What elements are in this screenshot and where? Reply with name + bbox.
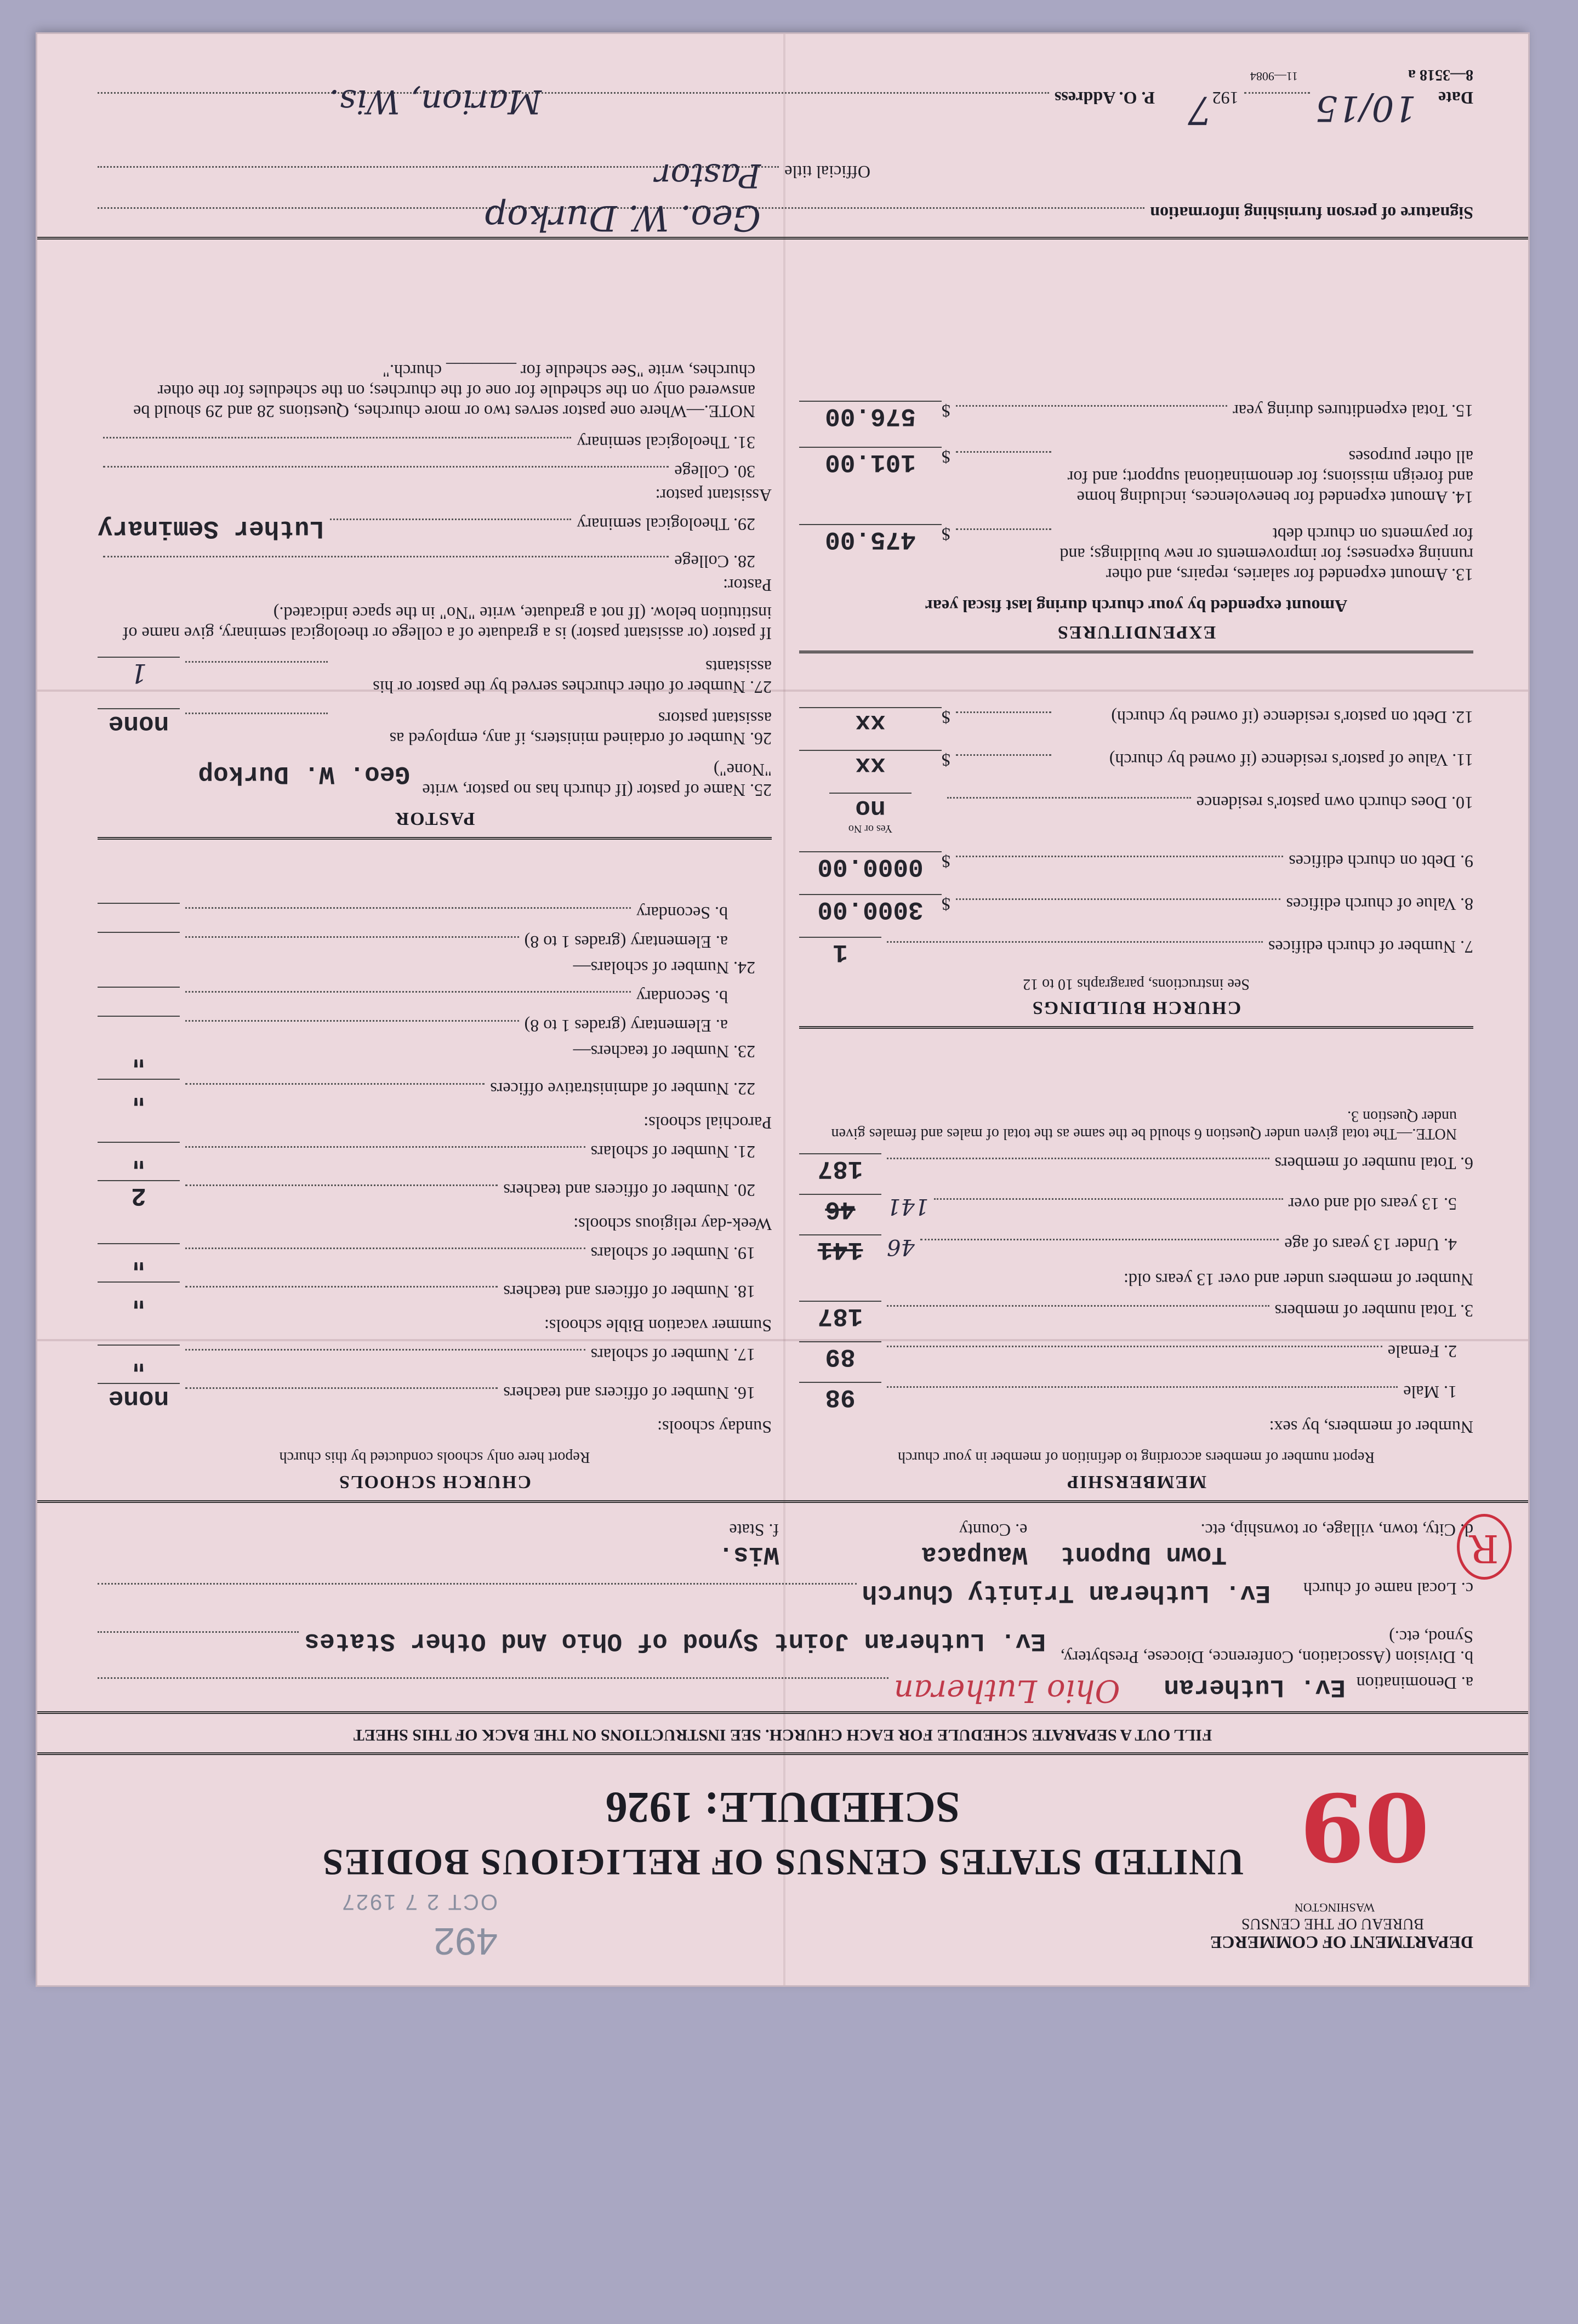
assistant-college-row — [98, 462, 772, 482]
q23b-row — [98, 987, 772, 1007]
total-members-label: 3. Total number of members — [1274, 1301, 1473, 1321]
denomination-value: Ev. Lutheran — [1164, 1673, 1346, 1701]
owns-residence-row — [799, 793, 1473, 835]
assistant-count-row — [98, 708, 772, 749]
vacation-schools-label: Summer vacation Bible schools: — [544, 1316, 772, 1336]
q23a-row — [98, 1016, 772, 1036]
over-13-row — [799, 1194, 1473, 1223]
local-name-row — [92, 1579, 1473, 1607]
edifice-debt-label: 9. Debt on church edifices — [1289, 852, 1473, 872]
pastor-rule — [98, 837, 772, 840]
division-row — [92, 1627, 1473, 1667]
town-value: Town Dupont — [1060, 1540, 1227, 1569]
instructions-line: FILL OUT A SEPARATE SCHEDULE FOR EACH CHURCH. SEE INSTRUCTIONS ON THE BACK OF THIS SHEET — [353, 1726, 1212, 1744]
pastor-name-row — [98, 760, 772, 800]
q16-row — [98, 1383, 772, 1412]
expenditures-intro: Amount expended by your church during last fiscal year — [925, 596, 1348, 616]
buildings-section — [799, 707, 1473, 1018]
male-row — [799, 1382, 1473, 1411]
q23-row — [98, 1041, 772, 1070]
other-churches-label: 27. Number of other churches served by the pastor or his assistants — [373, 657, 772, 697]
print-number: 11—9084 — [1250, 70, 1298, 83]
po-address-label: P. O. Address — [1054, 88, 1155, 108]
local-name-label: c. Local name of church — [1303, 1579, 1473, 1599]
q24-label: 24. Number of scholars— — [573, 958, 755, 978]
identity-rule — [37, 1500, 1528, 1503]
assistant-sublabel: Assistant pastor: — [655, 486, 772, 505]
assistant-college-label: 30. College — [674, 462, 755, 482]
q18-row — [98, 1281, 772, 1311]
q23a-label: a. Elementary (grades 1 to 8) — [524, 1016, 728, 1036]
male-value: 98 — [799, 1382, 881, 1411]
official-title-row — [92, 156, 870, 195]
pastor-heading: PASTOR — [394, 808, 475, 829]
under-13-row — [799, 1234, 1473, 1264]
edifice-debt-amount: 0000.00 — [799, 851, 942, 881]
seminary-row — [98, 514, 772, 543]
signature-value: Geo. W. Durkop — [485, 197, 761, 238]
under-13-label: 4. Under 13 years of age — [1284, 1235, 1457, 1255]
division-value: Ev. Lutheran Joint Synod of Ohio And Other States — [304, 1627, 1046, 1655]
q17-label: 17. Number of scholars — [590, 1345, 755, 1365]
denomination-row — [92, 1673, 1473, 1708]
membership-section — [799, 1107, 1473, 1492]
members-by-age-label: Number of members under and over 13 years old: — [1123, 1270, 1473, 1290]
assistant-count-label: 26. Number of ordained ministers, if any, employed as assistant pastors — [389, 709, 772, 749]
signature-rule — [37, 237, 1528, 240]
official-title-value: Pastor — [654, 156, 761, 195]
weekday-schools-label: Week-day religious schools: — [573, 1215, 772, 1234]
expenditures-heading: EXPENDITURES — [1056, 622, 1216, 642]
q24a-label: a. Elementary (grades 1 to 8) — [524, 932, 728, 952]
q21-row — [98, 1142, 772, 1171]
over-13-label: 5. 13 years old and over — [1288, 1194, 1457, 1214]
assistant-count-value: none — [98, 708, 180, 738]
q20-label: 20. Number of officers and teachers — [503, 1181, 755, 1200]
under-13-correction: 46 — [887, 1234, 915, 1260]
q16-value: none — [98, 1383, 180, 1412]
over-13-correction: 141 — [887, 1194, 929, 1219]
q24b-label: b. Secondary — [636, 903, 728, 923]
q18-label: 18. Number of officers and teachers — [503, 1282, 755, 1302]
running-expenses-amount: 475.00 — [799, 524, 942, 554]
residence-debt-label: 12. Debt on pastor's residence (if owned by church) — [1111, 708, 1473, 727]
pastor-sublabel: Pastor: — [723, 576, 772, 595]
q16-label: 16. Number of officers and teachers — [503, 1383, 755, 1403]
q21-value: " — [98, 1142, 180, 1171]
expenditures-rule — [799, 651, 1473, 653]
schedule-year: SCHEDULE: 1926 — [605, 1783, 960, 1831]
q24b-row — [98, 903, 772, 923]
membership-heading: MEMBERSHIP — [1066, 1472, 1207, 1492]
benevolences-amount: 101.00 — [799, 447, 942, 476]
residence-debt-amount: xx — [799, 707, 942, 737]
running-expenses-label: 13. Amount expended for salaries, repairs, and other running expenses; for improvements or new buildings; and for payments on church debt — [1059, 525, 1473, 585]
buildings-heading: CHURCH BUILDINGS — [1031, 998, 1241, 1018]
over-13-value: 46 — [799, 1194, 881, 1223]
total-expenditures-label: 15. Total expenditures during year — [1233, 401, 1473, 421]
education-intro: If pastor (or assistant pastor) is a graduate of a college or theological seminary, give name of institution below. (If not a graduate, write "No" in the space indicated.) — [122, 603, 772, 643]
received-date-stamp: OCT 2 7 1927 — [340, 1890, 498, 1914]
q22-row — [98, 1079, 772, 1108]
pastor-section — [98, 361, 772, 829]
signature-row — [92, 197, 1473, 238]
pastor-name-label: 25. Name of pastor (If church has no pastor, write "None") — [422, 760, 772, 800]
total-members-check-label: 6. Total number of members — [1274, 1154, 1473, 1174]
location-row — [92, 1520, 1473, 1569]
denomination-annotation: Ohio Lutheran — [893, 1673, 1120, 1708]
total-members-row — [799, 1301, 1473, 1330]
county-label: e. County — [959, 1520, 1028, 1540]
county-value: Waupaca — [921, 1540, 1028, 1569]
state-value: Wis. — [718, 1540, 779, 1569]
signature-label: Signature of person furnishing information — [1150, 203, 1473, 223]
department-block — [1090, 1900, 1473, 1952]
q21-label: 21. Number of scholars — [590, 1142, 755, 1162]
date-address-row — [92, 82, 1473, 133]
date-label: Date — [1438, 88, 1473, 108]
total-expenditures-amount: 576.00 — [799, 401, 942, 430]
q23-label: 23. Number of teachers— — [573, 1042, 755, 1062]
instructions-rule — [37, 1711, 1528, 1714]
q19-row — [98, 1243, 772, 1273]
year-prefix: 192 — [1212, 88, 1239, 108]
form-title: UNITED STATES CENSUS OF RELIGIOUS BODIES — [321, 1842, 1244, 1883]
assistant-seminary-label: 31. Theological seminary — [577, 433, 755, 453]
male-label: 1. Male — [1403, 1382, 1457, 1402]
q20-value: 2 — [98, 1180, 180, 1210]
assistant-row — [98, 485, 772, 505]
q23-value: " — [131, 1041, 146, 1070]
q19-value: " — [98, 1243, 180, 1273]
female-label: 2. Female — [1387, 1342, 1457, 1362]
other-churches-row — [98, 657, 772, 697]
edifice-debt-row: 9. Debt on church edifices $ 0000.00 — [799, 851, 1473, 881]
q17-value: " — [98, 1345, 180, 1374]
buildings-intro: See instructions, paragraphs 10 to 12 — [1023, 976, 1250, 993]
state-label: f. State — [729, 1520, 779, 1540]
date-value: 10/15 — [1315, 88, 1417, 128]
received-number-stamp: 492 — [434, 1920, 498, 1963]
residence-debt-row: 12. Debt on pastor's residence (if owned by church) $ xx — [799, 707, 1473, 737]
owns-residence-value: no — [829, 793, 912, 822]
form-number: 8—3518 a — [1408, 66, 1473, 83]
benevolences-label: 14. Amount expended for benevolences, including home and foreign missions; for denominational support; and for all other purposes — [1067, 447, 1473, 508]
members-by-sex-label: Number of members, by sex: — [1269, 1417, 1473, 1437]
edifices-value: 1 — [799, 937, 881, 966]
total-members-check-row — [799, 1153, 1473, 1183]
residence-value-row: 11. Value of pastor's residence (if owned by church) $ xx — [799, 750, 1473, 779]
edifice-value-label: 8. Value of church edifices — [1286, 895, 1473, 914]
total-members-value: 187 — [799, 1301, 881, 1330]
schools-intro: Report here only schools conducted by this church — [279, 1449, 590, 1466]
schools-heading: CHURCH SCHOOLS — [338, 1472, 531, 1492]
q24a-row — [98, 932, 772, 952]
college-row — [98, 551, 772, 572]
edifice-value-row: 8. Value of church edifices $ 3000.00 — [799, 894, 1473, 924]
q22-value: " — [98, 1079, 180, 1108]
edifices-row — [799, 937, 1473, 966]
local-name-value: Ev. Lutheran Trinity Church — [862, 1579, 1271, 1607]
red-code-mark: 09 — [1300, 1772, 1429, 1881]
membership-intro: Report number of members according to definition of member in your church — [897, 1449, 1375, 1466]
other-churches-value: 1 — [98, 657, 180, 688]
seminary-value: Luther Seminary — [98, 514, 325, 543]
bureau-name: BUREAU OF THE CENSUS — [1241, 1915, 1424, 1932]
q22-label: 22. Number of administrative officers — [490, 1079, 755, 1099]
residence-value-amount: xx — [799, 750, 942, 779]
q18-value: " — [98, 1281, 180, 1311]
membership-note: NOTE.—The total given under Question 6 should be the same as the total of males and females given under Question 3. — [831, 1108, 1457, 1142]
residence-value-label: 11. Value of pastor's residence (if owned by church) — [1109, 750, 1473, 770]
edifices-label: 7. Number of church edifices — [1268, 937, 1473, 957]
seminary-label: 29. Theological seminary — [577, 515, 755, 534]
red-circled-letter: R — [1457, 1514, 1512, 1580]
bureau-city: WASHINGTON — [1294, 1901, 1375, 1915]
expenditures-section — [799, 401, 1473, 642]
q17-row — [98, 1345, 772, 1374]
buildings-rule — [799, 1026, 1473, 1029]
q20-row — [98, 1180, 772, 1210]
under-13-value: 141 — [799, 1234, 881, 1264]
department-name: DEPARTMENT OF COMMERCE — [1210, 1933, 1473, 1952]
po-address-value: Marion, Wis. — [329, 82, 542, 121]
parochial-schools-label: Parochial schools: — [643, 1113, 772, 1133]
female-value: 89 — [799, 1341, 881, 1371]
official-title-label: Official title — [784, 162, 870, 182]
church-schools-section — [98, 903, 772, 1492]
pastor-name-value: Geo. W. Durkop — [198, 760, 410, 788]
yes-no-hint: Yes or No — [848, 823, 893, 835]
town-label: d. City, town, village, or township, etc. — [1200, 1520, 1473, 1540]
female-row — [799, 1341, 1473, 1371]
division-label: b. Division (Association, Conference, Diocese, Presbytery, Synod, etc.) — [1060, 1627, 1473, 1667]
q19-label: 19. Number of scholars — [590, 1244, 755, 1263]
sunday-schools-label: Sunday schools: — [657, 1417, 772, 1437]
year-value: 7 — [1188, 88, 1212, 133]
pastor-note: NOTE.—Where one pastor serves two or more churches, Questions 28 and 29 should be answered only on the schedule for one of the churches; on the schedules for the other churches, write "See schedule for ________ church." — [133, 361, 755, 421]
header-rule — [37, 1752, 1528, 1755]
q23b-label: b. Secondary — [636, 987, 728, 1007]
running-expenses-row: 13. Amount expended for salaries, repairs, and other running expenses; for improvements or new buildings; and for payments on church debt $ 475.00 — [799, 524, 1473, 585]
total-members-check-value: 187 — [799, 1153, 881, 1183]
college-label: 28. College — [674, 552, 755, 572]
total-expenditures-row: 15. Total expenditures during year $ 576.00 — [799, 401, 1473, 430]
edifice-value-amount: 3000.00 — [799, 894, 942, 924]
pastor-college-row — [98, 575, 772, 595]
owns-residence-label: 10. Does church own pastor's residence — [1196, 793, 1473, 813]
assistant-seminary-row — [98, 432, 772, 453]
census-schedule-sheet — [37, 34, 1528, 1985]
benevolences-row: 14. Amount expended for benevolences, including home and foreign missions; for denominational support; and for all other purposes $ 101.00 — [799, 447, 1473, 508]
denomination-label: a. Denomination — [1356, 1673, 1473, 1693]
